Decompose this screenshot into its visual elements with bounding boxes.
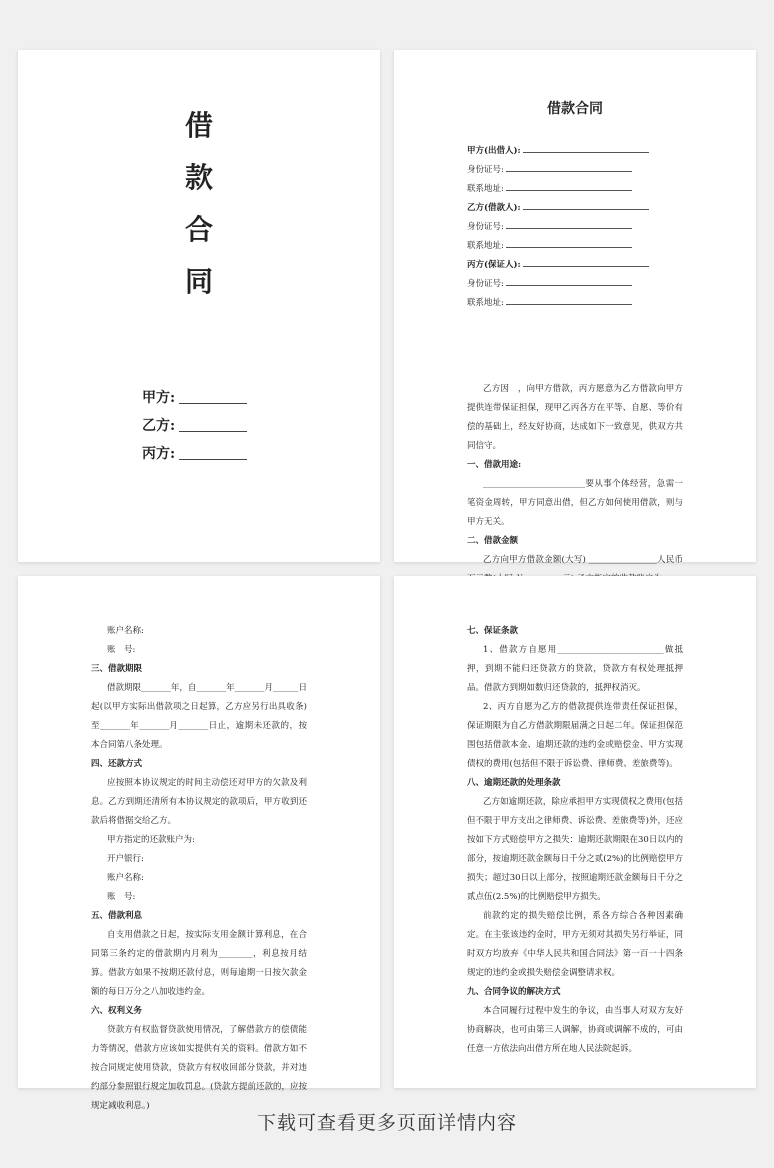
signature-line: [179, 449, 247, 460]
section-paragraph: 借款期限_______年，自_______年_______月______日起(以甲方实际出借款项之日起算，乙方应另行出具收条)至_______年_______月_______日止，逾期未还款的，按本合同第八条处理。: [91, 683, 307, 750]
signature-line: [179, 421, 247, 432]
section-heading: 六、权利义务: [91, 1006, 143, 1016]
cover-title-char: 款: [184, 161, 213, 194]
party-field-label: 身份证号:: [467, 165, 504, 175]
section-paragraph: 前款约定的损失赔偿比例，系各方综合各种因素确定。在主张该违约金时，甲方无须对其损失另行举证，同时双方均放弃《中华人民共和国合同法》第一百一十四条规定的违约金或损失赔偿金调整请求权。: [467, 911, 683, 978]
cover-title-char: 合: [184, 213, 213, 246]
section-paragraph: 1、借款方自愿用_________________________做抵押，到期不能归还贷款方的贷款，贷款方有权处理抵押品。借款方到期如数归还贷款的，抵押权消灭。: [467, 645, 683, 693]
section-paragraph: 账 号:: [107, 892, 136, 902]
cover-party-row: [142, 384, 247, 412]
section-paragraph: 应按照本协议规定的时间主动偿还对甲方的欠款及利息。乙方到期还清所有本协议规定的款项后，甲方收到还款后将借据交给乙方。: [91, 778, 307, 826]
party-field-label: 乙方(借款人):: [467, 203, 521, 213]
cover-party-label: 甲方:: [142, 390, 176, 406]
fill-in-line: [506, 276, 632, 286]
party-field-row: [467, 161, 756, 180]
section-paragraph: 账户名称:: [107, 626, 144, 636]
section-heading: 八、逾期还款的处理条款: [467, 778, 561, 788]
cover-party-row: [142, 412, 247, 440]
section-heading: 五、借款利息: [91, 911, 143, 921]
section-heading: 三、借款期限: [91, 664, 143, 674]
party-field-row: [467, 275, 756, 294]
fill-in-line: [506, 238, 632, 248]
cover-party-row: [142, 440, 247, 468]
party-field-label: 联系地址:: [467, 241, 504, 251]
section-paragraph: 自支用借款之日起，按实际支用金额计算利息，在合同第三条约定的借款期内月利为________，利息按月结算。借款方如果不按期还款付息，则每逾期一日按欠款金额的每日万分之八加收违约金。: [91, 930, 307, 997]
cover-title-char: 同: [184, 265, 213, 298]
section-paragraph: 贷款方有权监督贷款使用情况，了解借款方的偿债能力等情况，借款方应该如实提供有关的资料。借款方如不按合同规定使用贷款，贷款方有权收回部分贷款，并对违约部分参照银行规定加收罚息。(贷款方提前还款的，应按规定减收利息。): [91, 1025, 307, 1111]
party-field-label: 丙方(保证人):: [467, 260, 521, 270]
party-field-row: [467, 180, 756, 199]
fill-in-line: [523, 200, 649, 210]
party-field-row: [467, 218, 756, 237]
section-paragraph: 账 号:: [107, 645, 136, 655]
fill-in-line: [506, 181, 632, 191]
party-field-label: 联系地址:: [467, 184, 504, 194]
cover-party-label: 丙方:: [142, 446, 176, 462]
signature-line: [179, 393, 247, 404]
party-field-label: 身份证号:: [467, 279, 504, 289]
section-paragraph: 乙方如逾期还款，除应承担甲方实现债权之费用(包括但不限于甲方支出之律师费、诉讼费、差旅费等)外，还应按如下方式赔偿甲方之损失：逾期还款期限在30日以内的部分，按逾期还款金额每日千分之贰(2%)的比例赔偿甲方损失；超过30日以上部分，按照逾期还款金额每日千分之贰点伍(2.5%)的比例赔偿甲方损失。: [467, 797, 683, 902]
document-title: 借款合同: [547, 101, 603, 117]
party-field-label: 身份证号:: [467, 222, 504, 232]
contract-body: [18, 622, 380, 1116]
section-heading: 二、借款金额: [467, 536, 519, 546]
cover-title-char: 借: [184, 109, 213, 142]
fill-in-line: [523, 257, 649, 267]
section-paragraph: 本合同履行过程中发生的争议，由当事人对双方友好协商解决，也可由第三人调解，协商或调解不成的，可由任意一方依法向出借方所在地人民法院起诉。: [467, 1006, 683, 1054]
cover-party-label: 乙方:: [142, 418, 176, 434]
intro-paragraph: 乙方因 ，向甲方借款，丙方愿意为乙方借款向甲方提供连带保证担保，现甲乙丙各方在平等、自愿、等价有偿的基础上，经友好协商，达成如下一致意见，供双方共同信守。: [467, 384, 683, 451]
party-fields: [394, 142, 756, 313]
cover-parties: [142, 384, 247, 468]
party-field-label: 甲方(出借人):: [467, 146, 521, 156]
party-field-row: [467, 142, 756, 161]
fill-in-line: [523, 143, 649, 153]
section-paragraph: 乙方向甲方借款金额(大写) ________________人民币: [483, 555, 683, 565]
section-paragraph: ________________________要从事个体经营，急需一笔资金周转，甲方同意出借，但乙方如何使用借款，则与甲方无关。: [467, 479, 683, 527]
section-paragraph: 开户银行:: [107, 854, 144, 864]
contract-body: [394, 380, 756, 608]
section-paragraph: 甲方指定的还款账户为:: [107, 835, 195, 845]
section-paragraph: 账户名称:: [107, 873, 144, 883]
cover-page: [18, 50, 380, 562]
party-field-row: [467, 256, 756, 275]
party-field-label: 联系地址:: [467, 298, 504, 308]
contract-body: [394, 622, 756, 1059]
section-heading: 九、合同争议的解决方式: [467, 987, 561, 997]
contract-page-3: [394, 576, 756, 1088]
section-heading: 四、还款方式: [91, 759, 143, 769]
party-field-row: [467, 294, 756, 313]
fill-in-line: [506, 219, 632, 229]
party-field-row: [467, 237, 756, 256]
download-caption: 下载可查看更多页面详情内容: [256, 1112, 517, 1134]
contract-page-2: [18, 576, 380, 1111]
cover-title: [18, 100, 380, 308]
fill-in-line: [506, 295, 632, 305]
fill-in-line: [506, 162, 632, 172]
section-heading: 七、保证条款: [467, 626, 519, 636]
section-heading: 一、借款用途:: [467, 460, 522, 470]
section-paragraph: 2、丙方自愿为乙方的借款提供连带责任保证担保，保证期限为自乙方借款期限届满之日起二年。保证担保范围包括借款本金、逾期还款的违约金或赔偿金、甲方实现债权的费用(包括但不限于诉讼费、律师费、差旅费等)。: [467, 702, 683, 769]
contract-page-1: [394, 50, 756, 565]
party-field-row: [467, 199, 756, 218]
